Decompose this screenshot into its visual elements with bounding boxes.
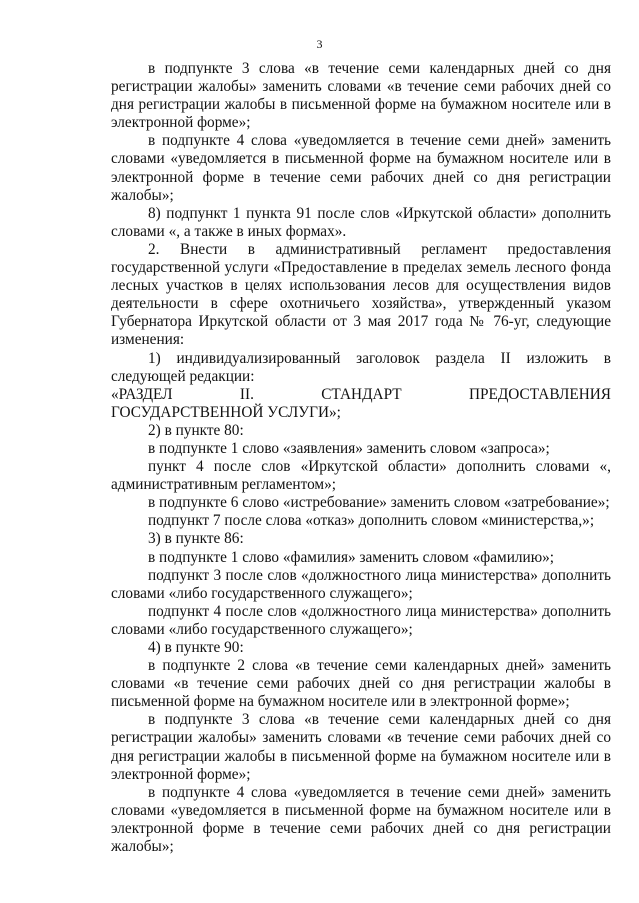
paragraph-item-2-amend-regulation: 2. Внести в административный регламент предоставления государственной услуги «Предоставление в пределах земель лесного фонда лесных участков в целях использования лесов для осуществления видов деятельности в сфере охотничьего хозяйства», утвержденный указом Губернатора Иркутской области от 3 мая 2017 года № 76-уг, следующие изменения:: [111, 240, 611, 349]
section-heading-line-2: ГОСУДАРСТВЕННОЙ УСЛУГИ»;: [111, 403, 341, 421]
paragraph-item-4-point-90: 4) в пункте 90:: [148, 639, 244, 656]
paragraph-p90-sub4: в подпункте 4 слова «уведомляется в течение семи дней» заменить словами «уведомляется в письменной форме на бумажном носителе или в электронной форме в течение семи рабочих дней со дня регистрации жалобы»;: [111, 783, 611, 856]
paragraph-item-2-point-80: 2) в пункте 80:: [148, 421, 244, 439]
section-heading-line-1: «РАЗДЕЛ II. СТАНДАРТ ПРЕДОСТАВЛЕНИЯ: [111, 385, 611, 403]
paragraph-p80-sub6: в подпункте 6 слово «истребование» заменить словом «затребование»;: [148, 494, 610, 512]
paragraph-item-8: 8) подпункт 1 пункта 91 после слов «Иркутской области» дополнить словами «, а также в иных формах».: [111, 204, 611, 240]
paragraph-p90-sub2: в подпункте 2 слова «в течение семи календарных дней» заменить словами «в течение семи рабочих дней со дня регистрации жалобы в письменной форме на бумажном носителе или в электронной форме»;: [111, 657, 611, 711]
paragraph-p86-sub4: подпункт 4 после слов «должностного лица министерства» дополнить словами «либо государственного служащего»;: [111, 602, 611, 638]
paragraph-p80-sub1: в подпункте 1 слово «заявления» заменить словом «запроса»;: [148, 439, 550, 457]
paragraph-item-1-heading-change: 1) индивидуализированный заголовок раздела II изложить в следующей редакции:: [111, 349, 611, 385]
paragraph-p90-sub3: в подпункте 3 слова «в течение семи календарных дней со дня регистрации жалобы» заменить словами «в течение семи рабочих дней со дня регистрации жалобы в письменной форме на бумажном носителе или в электронной форме»;: [111, 711, 611, 783]
paragraph-p86-sub1: в подпункте 1 слово «фамилия» заменить словом «фамилию»;: [148, 548, 555, 566]
page-number: 3: [316, 37, 323, 51]
paragraph-p80-sub7: подпункт 7 после слова «отказ» дополнить словом «министерства,»;: [148, 512, 595, 530]
paragraph-subpoint-4-notification: в подпункте 4 слова «уведомляется в течение семи дней» заменить словами «уведомляется в письменной форме на бумажном носителе или в электронной форме в течение семи рабочих дней со дня регистрации жалобы»;: [111, 132, 611, 204]
paragraph-p86-sub3: подпункт 3 после слов «должностного лица министерства» дополнить словами «либо государственного служащего»;: [111, 566, 611, 602]
document-body: [111, 60, 611, 856]
paragraph-item-3-point-86: 3) в пункте 86:: [148, 530, 244, 548]
paragraph-p80-sub4: пункт 4 после слов «Иркутской области» дополнить словами «, административным регламентом»;: [111, 458, 611, 494]
paragraph-subpoint-3-calendar-days: в подпункте 3 слова «в течение семи календарных дней со дня регистрации жалобы» заменить словами «в течение семи рабочих дней со дня регистрации жалобы в письменной форме на бумажном носителе или в электронной форме»;: [111, 60, 611, 132]
